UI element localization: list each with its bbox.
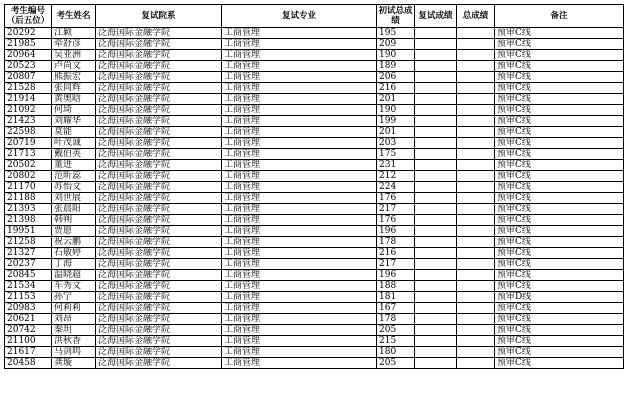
cell-note: 预审C线 — [495, 303, 624, 314]
cell-candidate-name: 黄奥晗 — [52, 94, 96, 105]
cell-candidate-number: 21985 — [5, 39, 52, 50]
header-candidate-number — [5, 5, 52, 28]
cell-school: 泛海国际金融学院 — [96, 138, 222, 149]
cell-total-score — [457, 72, 495, 83]
cell-retest-score — [415, 215, 457, 226]
cell-candidate-name: 刘昂 — [52, 314, 96, 325]
cell-retest-score — [415, 149, 457, 160]
cell-school: 泛海国际金融学院 — [96, 215, 222, 226]
cell-total-score — [457, 116, 495, 127]
cell-candidate-number: 20807 — [5, 72, 52, 83]
cell-major: 工商管理 — [222, 259, 377, 270]
cell-school: 泛海国际金融学院 — [96, 116, 222, 127]
cell-candidate-name: 董进 — [52, 160, 96, 171]
table-row — [5, 237, 624, 248]
cell-retest-score — [415, 127, 457, 138]
cell-retest-score — [415, 182, 457, 193]
cell-total-score — [457, 215, 495, 226]
cell-major: 工商管理 — [222, 336, 377, 347]
cell-candidate-number: 21100 — [5, 336, 52, 347]
cell-candidate-number: 20802 — [5, 171, 52, 182]
table-row — [5, 28, 624, 39]
cell-major: 工商管理 — [222, 127, 377, 138]
cell-candidate-number: 20964 — [5, 50, 52, 61]
cell-total-score — [457, 248, 495, 259]
cell-candidate-number: 20292 — [5, 28, 52, 39]
cell-retest-score — [415, 336, 457, 347]
cell-major: 工商管理 — [222, 358, 377, 369]
table-row — [5, 303, 624, 314]
cell-initial-score: 178 — [377, 237, 415, 248]
cell-school: 泛海国际金融学院 — [96, 149, 222, 160]
cell-major: 工商管理 — [222, 226, 377, 237]
table-row — [5, 171, 624, 182]
header-candidate-number-line2: （后五位） — [6, 16, 50, 26]
cell-candidate-number: 21617 — [5, 347, 52, 358]
cell-total-score — [457, 226, 495, 237]
header-retest-score: 复试成绩 — [415, 5, 457, 28]
cell-major: 工商管理 — [222, 83, 377, 94]
cell-candidate-name: 江颖 — [52, 28, 96, 39]
header-initial-score-line1: 初试总成 — [378, 6, 413, 16]
cell-note: 预审C线 — [495, 160, 624, 171]
table-row — [5, 50, 624, 61]
cell-school: 泛海国际金融学院 — [96, 226, 222, 237]
cell-total-score — [457, 50, 495, 61]
cell-candidate-name: 张晨阳 — [52, 204, 96, 215]
cell-total-score — [457, 270, 495, 281]
cell-initial-score: 199 — [377, 116, 415, 127]
cell-total-score — [457, 281, 495, 292]
cell-note: 预审C线 — [495, 39, 624, 50]
cell-retest-score — [415, 171, 457, 182]
cell-major: 工商管理 — [222, 237, 377, 248]
cell-school: 泛海国际金融学院 — [96, 204, 222, 215]
cell-initial-score: 190 — [377, 50, 415, 61]
cell-candidate-name: 祝云鹏 — [52, 237, 96, 248]
cell-candidate-name: 丁海 — [52, 259, 96, 270]
cell-note: 预审C线 — [495, 138, 624, 149]
table-row — [5, 138, 624, 149]
cell-candidate-number: 21423 — [5, 116, 52, 127]
cell-total-score — [457, 193, 495, 204]
cell-retest-score — [415, 347, 457, 358]
cell-note: 预审C线 — [495, 94, 624, 105]
cell-retest-score — [415, 72, 457, 83]
cell-candidate-number: 21914 — [5, 94, 52, 105]
cell-initial-score: 215 — [377, 336, 415, 347]
cell-candidate-number: 19951 — [5, 226, 52, 237]
table-row — [5, 314, 624, 325]
cell-school: 泛海国际金融学院 — [96, 237, 222, 248]
cell-major: 工商管理 — [222, 149, 377, 160]
cell-candidate-name: 秦玥 — [52, 325, 96, 336]
cell-initial-score: 167 — [377, 303, 415, 314]
table-row — [5, 94, 624, 105]
cell-note: 预审C线 — [495, 105, 624, 116]
cell-major: 工商管理 — [222, 248, 377, 259]
cell-candidate-name: 范昕蕊 — [52, 171, 96, 182]
cell-initial-score: 176 — [377, 193, 415, 204]
cell-total-score — [457, 237, 495, 248]
cell-candidate-name: 洪秋香 — [52, 336, 96, 347]
cell-retest-score — [415, 325, 457, 336]
cell-school: 泛海国际金融学院 — [96, 171, 222, 182]
header-total-score: 总成绩 — [457, 5, 495, 28]
table-row — [5, 149, 624, 160]
header-row — [5, 5, 624, 28]
cell-note: 预审C线 — [495, 325, 624, 336]
header-major: 复试专业 — [222, 5, 377, 28]
cell-initial-score: 217 — [377, 204, 415, 215]
cell-candidate-name: 牵舒彦 — [52, 39, 96, 50]
cell-retest-score — [415, 303, 457, 314]
cell-candidate-name: 温晓超 — [52, 270, 96, 281]
cell-school: 泛海国际金融学院 — [96, 281, 222, 292]
cell-retest-score — [415, 204, 457, 215]
cell-candidate-name: 石敏婷 — [52, 248, 96, 259]
cell-major: 工商管理 — [222, 303, 377, 314]
cell-total-score — [457, 259, 495, 270]
cell-candidate-number: 20983 — [5, 303, 52, 314]
cell-school: 泛海国际金融学院 — [96, 127, 222, 138]
cell-note: 预审C线 — [495, 83, 624, 94]
cell-candidate-name: 何琦 — [52, 105, 96, 116]
cell-note: 预审C线 — [495, 259, 624, 270]
cell-initial-score: 178 — [377, 314, 415, 325]
cell-total-score — [457, 61, 495, 72]
header-school: 复试院系 — [96, 5, 222, 28]
cell-initial-score: 196 — [377, 270, 415, 281]
header-note: 备注 — [495, 5, 624, 28]
cell-candidate-number: 21393 — [5, 204, 52, 215]
table-row — [5, 215, 624, 226]
cell-school: 泛海国际金融学院 — [96, 72, 222, 83]
cell-major: 工商管理 — [222, 39, 377, 50]
cell-retest-score — [415, 292, 457, 303]
cell-major: 工商管理 — [222, 105, 377, 116]
cell-initial-score: 189 — [377, 61, 415, 72]
cell-total-score — [457, 105, 495, 116]
cell-initial-score: 176 — [377, 215, 415, 226]
cell-candidate-name: 熊振宏 — [52, 72, 96, 83]
cell-candidate-number: 21153 — [5, 292, 52, 303]
cell-retest-score — [415, 281, 457, 292]
cell-retest-score — [415, 259, 457, 270]
table-row — [5, 61, 624, 72]
cell-candidate-name: 车秀文 — [52, 281, 96, 292]
cell-candidate-number: 21188 — [5, 193, 52, 204]
table-row — [5, 281, 624, 292]
cell-candidate-name: 叶茂诚 — [52, 138, 96, 149]
cell-note: 预审C线 — [495, 182, 624, 193]
cell-candidate-name: 莫能 — [52, 127, 96, 138]
cell-total-score — [457, 94, 495, 105]
cell-school: 泛海国际金融学院 — [96, 193, 222, 204]
cell-initial-score: 203 — [377, 138, 415, 149]
cell-school: 泛海国际金融学院 — [96, 259, 222, 270]
cell-major: 工商管理 — [222, 50, 377, 61]
header-candidate-name: 考生姓名 — [52, 5, 96, 28]
cell-total-score — [457, 336, 495, 347]
cell-major: 工商管理 — [222, 160, 377, 171]
cell-candidate-number: 21534 — [5, 281, 52, 292]
cell-note: 预审C线 — [495, 149, 624, 160]
cell-total-score — [457, 28, 495, 39]
cell-candidate-number: 20458 — [5, 358, 52, 369]
cell-school: 泛海国际金融学院 — [96, 358, 222, 369]
cell-total-score — [457, 127, 495, 138]
cell-major: 工商管理 — [222, 347, 377, 358]
cell-major: 工商管理 — [222, 314, 377, 325]
table-row — [5, 39, 624, 50]
cell-note: 预审C线 — [495, 237, 624, 248]
cell-initial-score: 190 — [377, 105, 415, 116]
cell-candidate-name: 刘耀华 — [52, 116, 96, 127]
cell-retest-score — [415, 61, 457, 72]
cell-total-score — [457, 160, 495, 171]
cell-candidate-name: 龚璇 — [52, 358, 96, 369]
cell-initial-score: 206 — [377, 72, 415, 83]
table-row — [5, 182, 624, 193]
cell-candidate-name: 贾愿 — [52, 226, 96, 237]
cell-major: 工商管理 — [222, 61, 377, 72]
cell-major: 工商管理 — [222, 193, 377, 204]
cell-note: 预审C线 — [495, 347, 624, 358]
cell-candidate-number: 20719 — [5, 138, 52, 149]
cell-note: 预审C线 — [495, 116, 624, 127]
table-row — [5, 116, 624, 127]
cell-note: 预审C线 — [495, 358, 624, 369]
cell-total-score — [457, 303, 495, 314]
cell-candidate-name: 卢尚文 — [52, 61, 96, 72]
cell-note: 预审C线 — [495, 72, 624, 83]
cell-candidate-number: 20742 — [5, 325, 52, 336]
cell-candidate-name: 马剑鸣 — [52, 347, 96, 358]
cell-major: 工商管理 — [222, 204, 377, 215]
cell-total-score — [457, 325, 495, 336]
score-table — [4, 4, 624, 369]
cell-school: 泛海国际金融学院 — [96, 160, 222, 171]
cell-candidate-name: 吴亚洲 — [52, 50, 96, 61]
table-row — [5, 292, 624, 303]
cell-initial-score: 205 — [377, 358, 415, 369]
cell-total-score — [457, 347, 495, 358]
cell-candidate-number: 21398 — [5, 215, 52, 226]
cell-initial-score: 196 — [377, 226, 415, 237]
cell-total-score — [457, 358, 495, 369]
cell-note: 预审C线 — [495, 336, 624, 347]
cell-candidate-name: 张同辉 — [52, 83, 96, 94]
cell-note: 预审C线 — [495, 314, 624, 325]
cell-candidate-name: 戴伯英 — [52, 149, 96, 160]
cell-initial-score: 188 — [377, 281, 415, 292]
cell-initial-score: 205 — [377, 325, 415, 336]
cell-major: 工商管理 — [222, 215, 377, 226]
table-row — [5, 160, 624, 171]
cell-school: 泛海国际金融学院 — [96, 61, 222, 72]
table-row — [5, 270, 624, 281]
table-row — [5, 358, 624, 369]
cell-candidate-number: 20523 — [5, 61, 52, 72]
cell-candidate-number: 20502 — [5, 160, 52, 171]
cell-major: 工商管理 — [222, 325, 377, 336]
header-initial-score-line2: 绩 — [391, 16, 400, 26]
cell-major: 工商管理 — [222, 171, 377, 182]
cell-note: 预审C线 — [495, 171, 624, 182]
cell-major: 工商管理 — [222, 270, 377, 281]
cell-candidate-name: 刘世展 — [52, 193, 96, 204]
cell-initial-score: 217 — [377, 259, 415, 270]
cell-total-score — [457, 149, 495, 160]
cell-total-score — [457, 292, 495, 303]
cell-candidate-number: 20621 — [5, 314, 52, 325]
cell-candidate-name: 何莉莉 — [52, 303, 96, 314]
header-candidate-number-line1: 考生编号 — [10, 6, 45, 16]
cell-school: 泛海国际金融学院 — [96, 325, 222, 336]
cell-retest-score — [415, 226, 457, 237]
cell-major: 工商管理 — [222, 281, 377, 292]
cell-candidate-number: 20237 — [5, 259, 52, 270]
cell-school: 泛海国际金融学院 — [96, 248, 222, 259]
cell-note: 预审C线 — [495, 204, 624, 215]
cell-candidate-number: 21327 — [5, 248, 52, 259]
cell-note: 预审D线 — [495, 292, 624, 303]
cell-major: 工商管理 — [222, 138, 377, 149]
cell-retest-score — [415, 270, 457, 281]
cell-school: 泛海国际金融学院 — [96, 50, 222, 61]
cell-note: 预审C线 — [495, 281, 624, 292]
table-row — [5, 248, 624, 259]
cell-initial-score: 195 — [377, 28, 415, 39]
cell-school: 泛海国际金融学院 — [96, 39, 222, 50]
cell-total-score — [457, 182, 495, 193]
cell-retest-score — [415, 116, 457, 127]
cell-total-score — [457, 39, 495, 50]
cell-retest-score — [415, 94, 457, 105]
cell-initial-score: 209 — [377, 39, 415, 50]
cell-retest-score — [415, 160, 457, 171]
cell-total-score — [457, 314, 495, 325]
cell-note: 预审C线 — [495, 215, 624, 226]
cell-initial-score: 212 — [377, 171, 415, 182]
cell-total-score — [457, 83, 495, 94]
cell-retest-score — [415, 83, 457, 94]
table-row — [5, 193, 624, 204]
cell-candidate-number: 20845 — [5, 270, 52, 281]
cell-major: 工商管理 — [222, 72, 377, 83]
table-row — [5, 72, 624, 83]
table-header — [5, 5, 624, 28]
cell-candidate-name: 孙宁 — [52, 292, 96, 303]
cell-retest-score — [415, 138, 457, 149]
cell-candidate-name: 韩朔 — [52, 215, 96, 226]
table-row — [5, 127, 624, 138]
header-initial-score — [377, 5, 415, 28]
cell-candidate-number: 21258 — [5, 237, 52, 248]
cell-retest-score — [415, 314, 457, 325]
table-row — [5, 259, 624, 270]
cell-retest-score — [415, 50, 457, 61]
cell-note: 预审C线 — [495, 226, 624, 237]
table-row — [5, 226, 624, 237]
cell-major: 工商管理 — [222, 182, 377, 193]
cell-candidate-number: 21092 — [5, 105, 52, 116]
table-row — [5, 347, 624, 358]
cell-school: 泛海国际金融学院 — [96, 182, 222, 193]
cell-school: 泛海国际金融学院 — [96, 270, 222, 281]
cell-note: 预审C线 — [495, 193, 624, 204]
table-row — [5, 83, 624, 94]
cell-initial-score: 216 — [377, 248, 415, 259]
cell-note: 预审C线 — [495, 127, 624, 138]
cell-candidate-number: 21713 — [5, 149, 52, 160]
cell-school: 泛海国际金融学院 — [96, 303, 222, 314]
cell-initial-score: 231 — [377, 160, 415, 171]
table-body — [5, 28, 624, 369]
cell-candidate-number: 21170 — [5, 182, 52, 193]
cell-initial-score: 180 — [377, 347, 415, 358]
cell-initial-score: 175 — [377, 149, 415, 160]
cell-school: 泛海国际金融学院 — [96, 314, 222, 325]
cell-major: 工商管理 — [222, 292, 377, 303]
cell-candidate-number: 21528 — [5, 83, 52, 94]
cell-total-score — [457, 171, 495, 182]
cell-school: 泛海国际金融学院 — [96, 105, 222, 116]
cell-school: 泛海国际金融学院 — [96, 94, 222, 105]
cell-school: 泛海国际金融学院 — [96, 347, 222, 358]
cell-note: 预审C线 — [495, 248, 624, 259]
cell-retest-score — [415, 39, 457, 50]
table-row — [5, 204, 624, 215]
cell-school: 泛海国际金融学院 — [96, 292, 222, 303]
cell-retest-score — [415, 105, 457, 116]
cell-school: 泛海国际金融学院 — [96, 336, 222, 347]
cell-total-score — [457, 204, 495, 215]
cell-candidate-name: 苏怡文 — [52, 182, 96, 193]
cell-major: 工商管理 — [222, 28, 377, 39]
cell-note: 预审C线 — [495, 270, 624, 281]
cell-candidate-number: 22598 — [5, 127, 52, 138]
cell-note: 预审C线 — [495, 61, 624, 72]
cell-school: 泛海国际金融学院 — [96, 83, 222, 94]
cell-retest-score — [415, 248, 457, 259]
cell-retest-score — [415, 28, 457, 39]
cell-note: 预审C线 — [495, 28, 624, 39]
cell-school: 泛海国际金融学院 — [96, 28, 222, 39]
table-row — [5, 336, 624, 347]
cell-initial-score: 201 — [377, 94, 415, 105]
table-row — [5, 105, 624, 116]
cell-retest-score — [415, 237, 457, 248]
cell-note: 预审C线 — [495, 50, 624, 61]
cell-retest-score — [415, 193, 457, 204]
table-row — [5, 325, 624, 336]
cell-initial-score: 201 — [377, 127, 415, 138]
cell-major: 工商管理 — [222, 116, 377, 127]
cell-initial-score: 224 — [377, 182, 415, 193]
cell-initial-score: 216 — [377, 83, 415, 94]
cell-major: 工商管理 — [222, 94, 377, 105]
cell-total-score — [457, 138, 495, 149]
cell-initial-score: 181 — [377, 292, 415, 303]
cell-retest-score — [415, 358, 457, 369]
